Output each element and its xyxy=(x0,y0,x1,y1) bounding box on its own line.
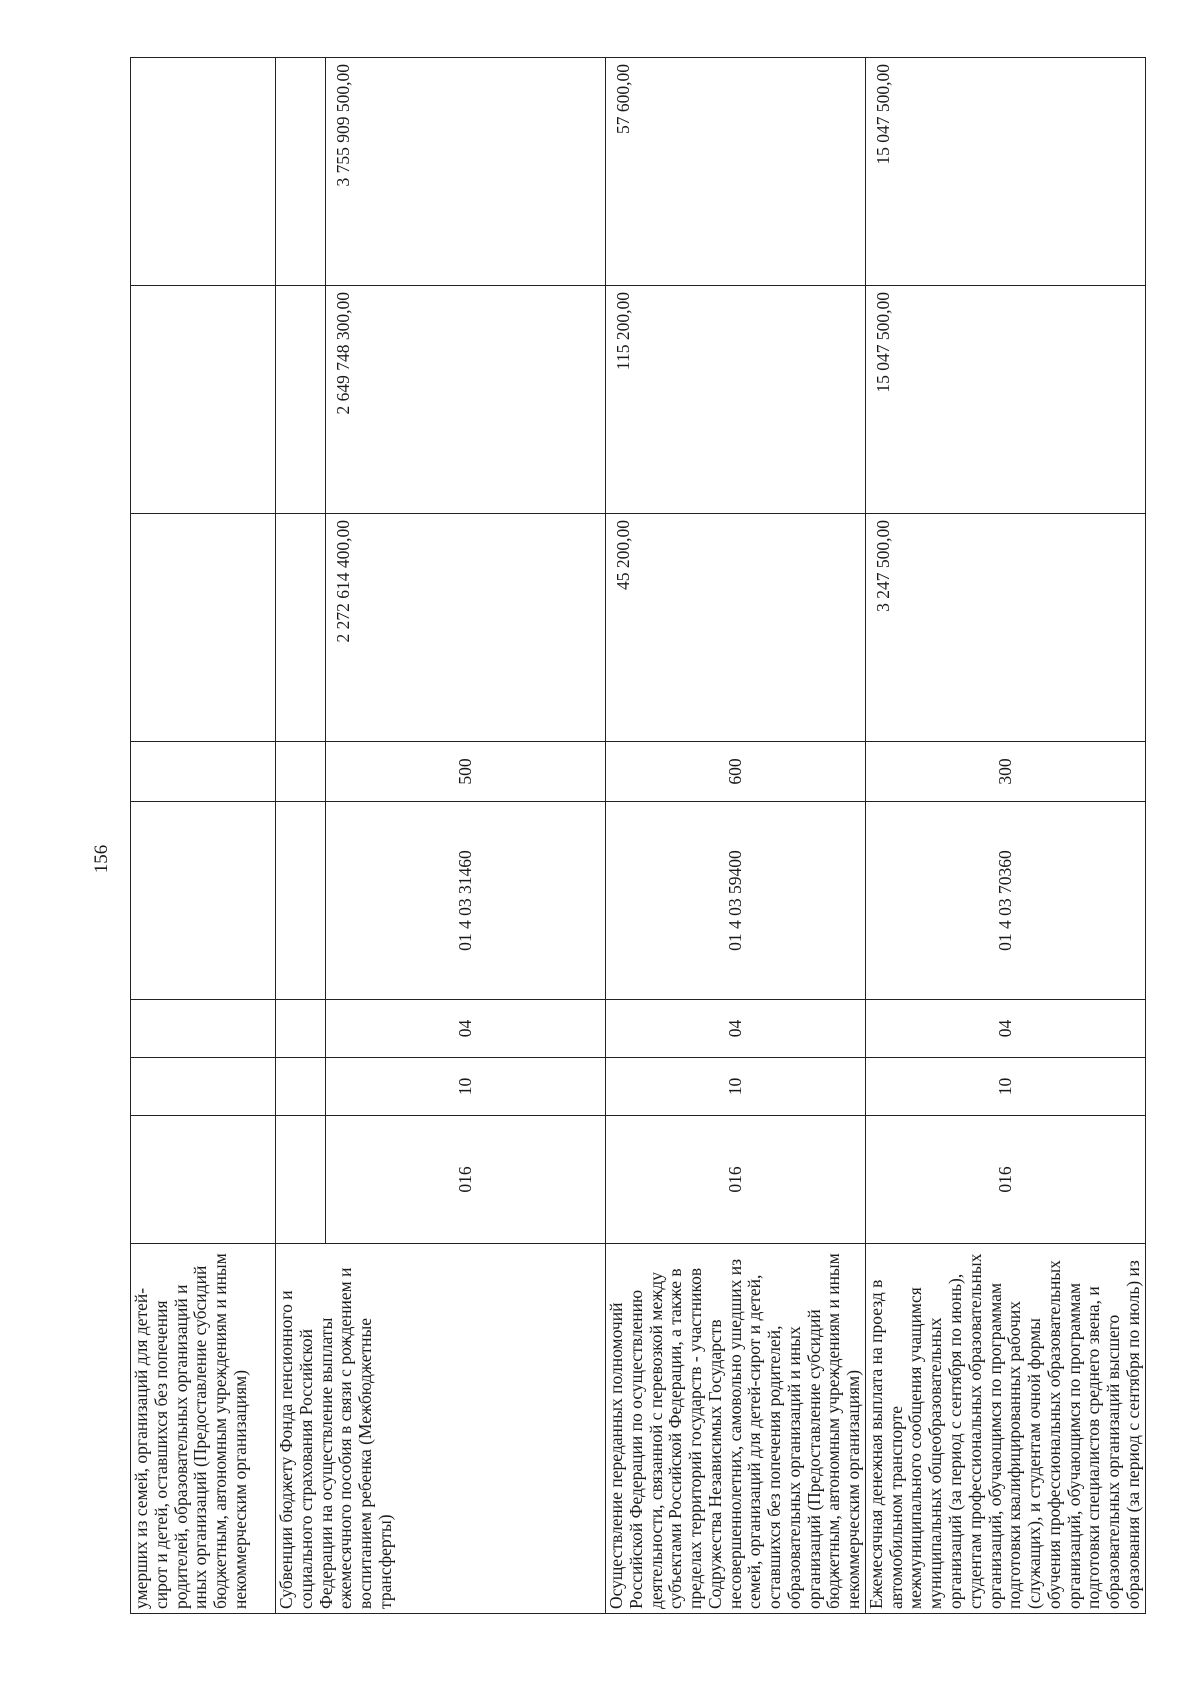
expense-type-code: 300 xyxy=(865,742,1145,802)
target-article-code: 01 4 03 70360 xyxy=(865,802,1145,1000)
empty-cell xyxy=(276,742,326,802)
table-row xyxy=(865,58,1145,1614)
subsection-code: 04 xyxy=(606,1000,866,1058)
amount-year-2: 115 200,00 xyxy=(606,286,866,514)
target-article-code: 01 4 03 31460 xyxy=(326,802,606,1000)
ministry-code: 016 xyxy=(865,1116,1145,1244)
page-number: 156 xyxy=(91,844,112,874)
expense-type-code: 600 xyxy=(606,742,866,802)
ministry-code: 016 xyxy=(326,1116,606,1244)
amount-year-1 xyxy=(131,514,276,742)
empty-cell xyxy=(276,1000,326,1058)
amount-year-3: 15 047 500,00 xyxy=(865,58,1145,286)
table-row xyxy=(276,58,326,1614)
table-row xyxy=(131,58,276,1614)
row-description: Ежемесячная денежная выплата на проезд в автомобильном транспорте межмуниципального сообщения учащимся муниципальных общеобразовательных организаций (за период с сентября по июнь), студентам профессиональных образовательных организаций, обучающимся по программам подготовки квалифицированных рабочих (служащих), и студентам очной формы обучения профессиональных образовательных организаций, обучающимся по программам подготовки специалистов среднего звена, и образовательных организаций высшего образования (за период с сентября по июль) из xyxy=(865,1244,1145,1614)
empty-cell xyxy=(276,1058,326,1116)
budget-table xyxy=(130,57,1146,1614)
section-code: 10 xyxy=(606,1058,866,1116)
amount-year-2: 15 047 500,00 xyxy=(865,286,1145,514)
subsection-code xyxy=(131,1000,276,1058)
amount-year-3: 57 600,00 xyxy=(606,58,866,286)
amount-year-3: 3 755 909 500,00 xyxy=(326,58,606,286)
empty-cell xyxy=(276,1116,326,1244)
table-row xyxy=(606,58,866,1614)
subsection-code: 04 xyxy=(326,1000,606,1058)
empty-cell xyxy=(276,286,326,514)
empty-cell xyxy=(276,58,326,286)
ministry-code: 016 xyxy=(606,1116,866,1244)
row-description: умерших из семей, организаций для детей-сирот и детей, оставшихся без попечения родителей, образовательных организаций и иных организаций (Предоставление субсидий бюджетным, автономным учреждениям и иным некоммерческим организациям) xyxy=(131,1244,276,1614)
row-description: Субвенции бюджету Фонда пенсионного и социального страхования Российской Федерации на осуществление выплаты ежемесячного пособия в связи с рождением и воспитанием ребенка (Межбюджетные трансферты) xyxy=(276,1244,606,1614)
empty-cell xyxy=(276,802,326,1000)
row-description: Осуществление переданных полномочий Российской Федерации по осуществлению деятельности, связанной с перевозкой между субъектами Российской Федерации, а также в пределах территорий государств - участников Содружества Независимых Государств несовершеннолетних, самовольно ушедших из семей, организаций для детей-сирот и детей, оставшихся без попечения родителей, образовательных организаций и иных организаций (Предоставление субсидий бюджетным, автономным учреждениям и иным некоммерческим организациям) xyxy=(606,1244,866,1614)
amount-year-1: 2 272 614 400,00 xyxy=(326,514,606,742)
expense-type-code: 500 xyxy=(326,742,606,802)
expense-type-code xyxy=(131,742,276,802)
section-code xyxy=(131,1058,276,1116)
target-article-code xyxy=(131,802,276,1000)
amount-year-2 xyxy=(131,286,276,514)
amount-year-2: 2 649 748 300,00 xyxy=(326,286,606,514)
amount-year-1: 45 200,00 xyxy=(606,514,866,742)
ministry-code xyxy=(131,1116,276,1244)
section-code: 10 xyxy=(865,1058,1145,1116)
budget-table-rotated xyxy=(130,58,1143,1614)
empty-cell xyxy=(276,514,326,742)
section-code: 10 xyxy=(326,1058,606,1116)
amount-year-3 xyxy=(131,58,276,286)
subsection-code: 04 xyxy=(865,1000,1145,1058)
amount-year-1: 3 247 500,00 xyxy=(865,514,1145,742)
target-article-code: 01 4 03 59400 xyxy=(606,802,866,1000)
